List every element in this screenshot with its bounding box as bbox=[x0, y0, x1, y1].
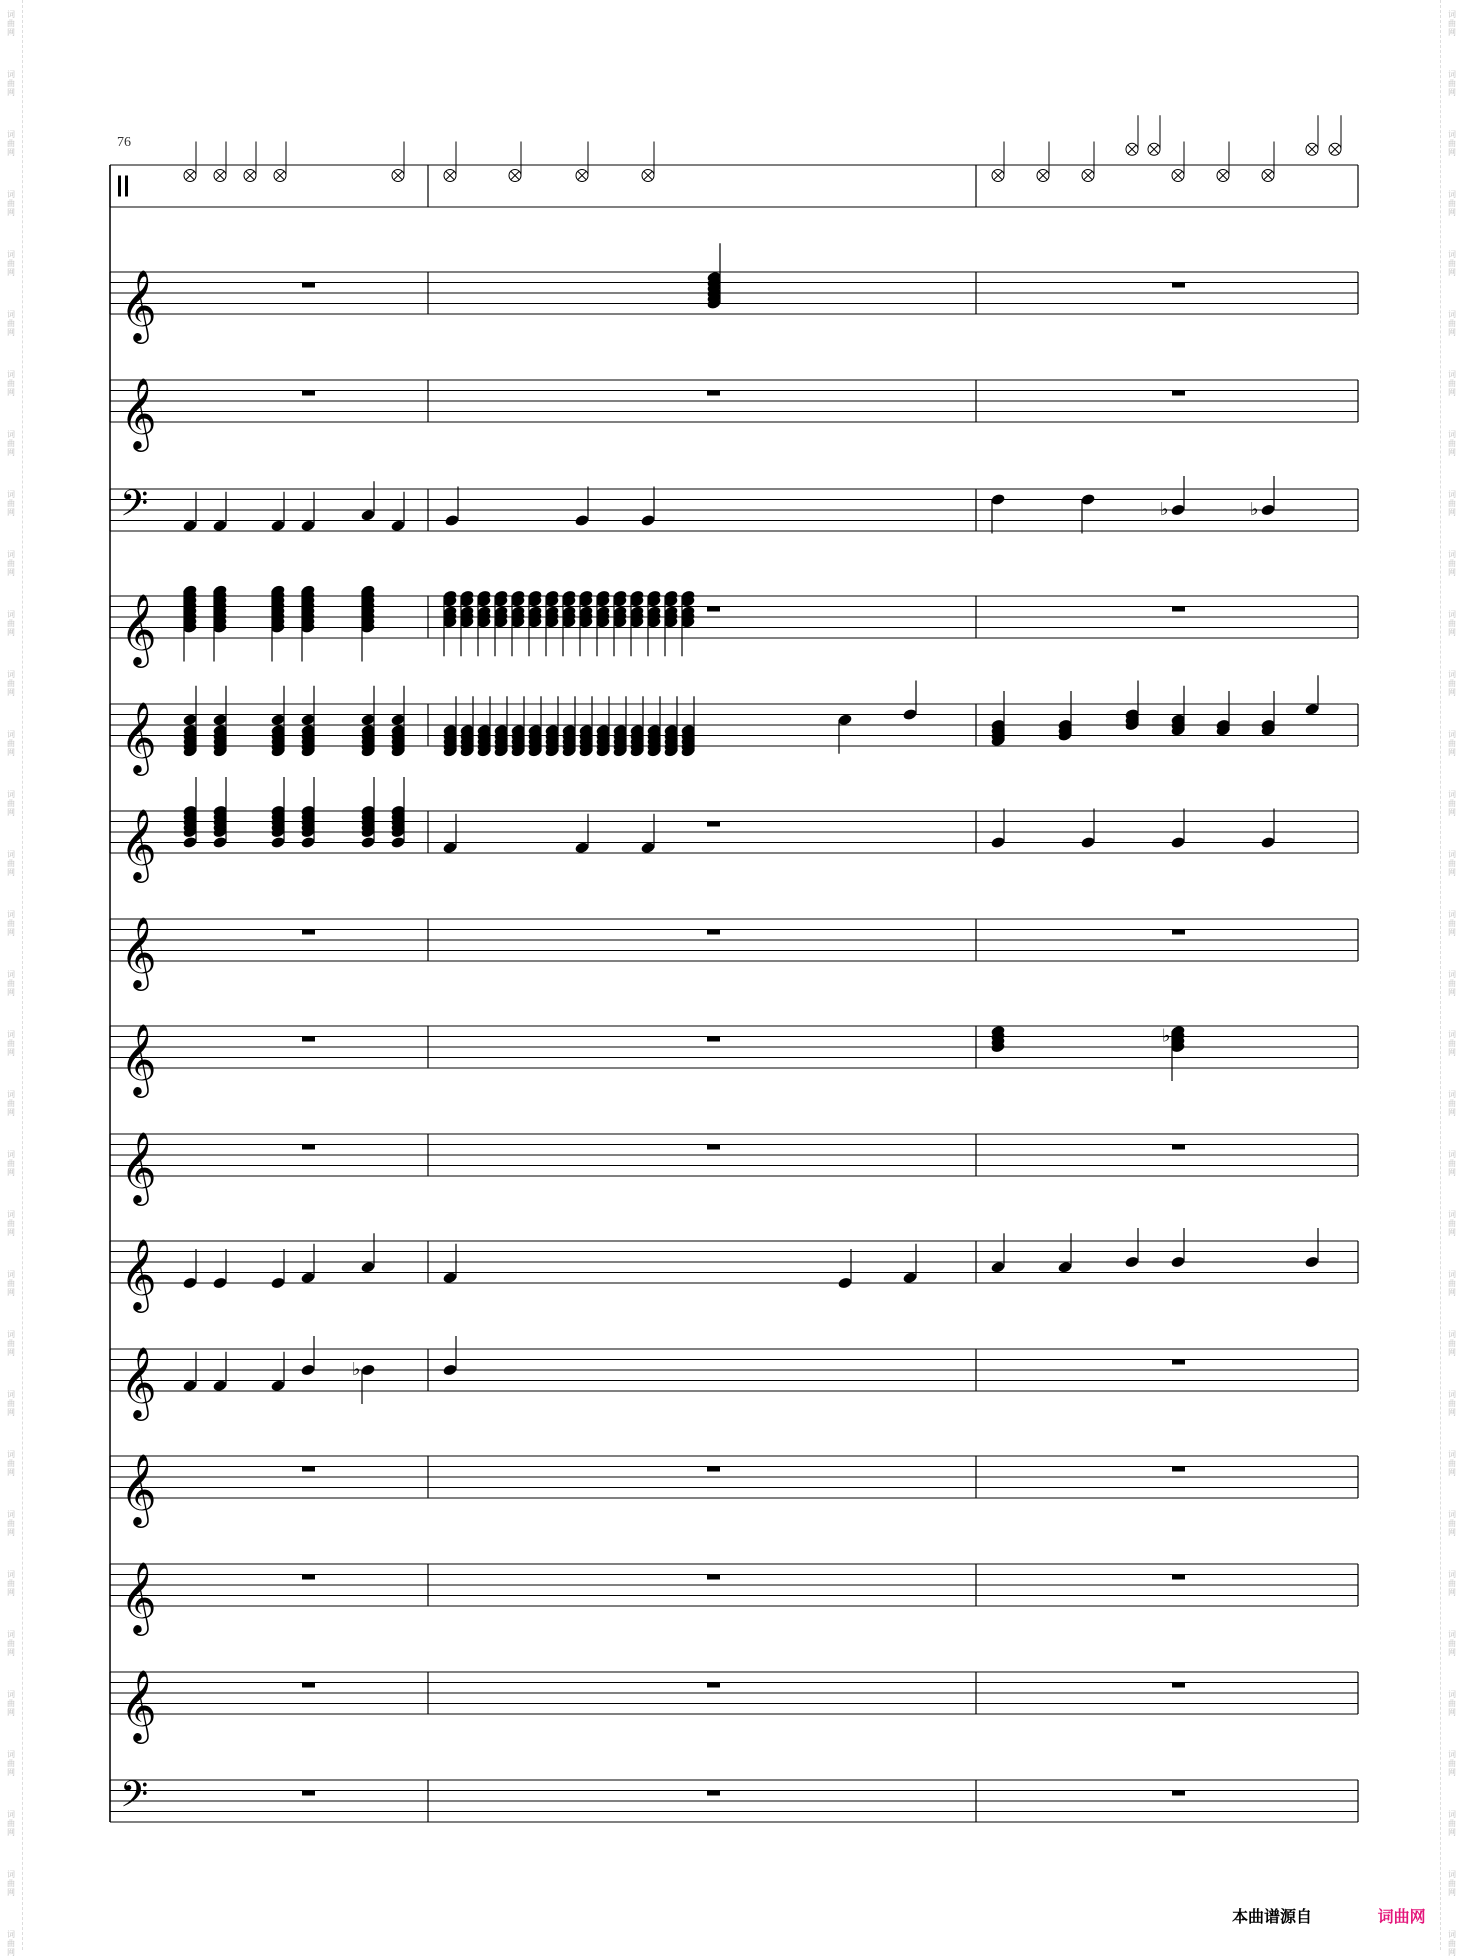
watermark-text: 词 曲 网 bbox=[1448, 70, 1456, 97]
whole-rest bbox=[302, 1467, 315, 1472]
note-head bbox=[182, 519, 197, 532]
page-footer bbox=[1232, 1904, 1426, 1927]
note-head bbox=[270, 519, 285, 532]
whole-rest bbox=[302, 391, 315, 396]
watermark-text: 词 曲 网 bbox=[1448, 250, 1456, 277]
chord-note-head bbox=[212, 713, 227, 726]
whole-rest bbox=[1172, 391, 1185, 396]
flat-sign: ♭ bbox=[1160, 499, 1169, 520]
measure-number: 76 bbox=[117, 135, 131, 150]
whole-rest bbox=[302, 930, 315, 935]
note-head bbox=[837, 1276, 852, 1289]
note-head bbox=[1260, 503, 1275, 516]
watermark-text: 词 曲 网 bbox=[1448, 1090, 1456, 1117]
watermark-text: 词 曲 网 bbox=[1448, 730, 1456, 757]
watermark-text: 词 曲 网 bbox=[1448, 1690, 1456, 1717]
watermark-text: 词 曲 网 bbox=[7, 1390, 15, 1417]
treble-clef: 𝄞 bbox=[120, 1560, 157, 1633]
chord-note-head bbox=[270, 713, 285, 726]
watermark-text: 词 曲 网 bbox=[7, 1210, 15, 1237]
note-head bbox=[1260, 836, 1275, 849]
watermark-text: 词 曲 网 bbox=[7, 70, 15, 97]
whole-rest bbox=[302, 1683, 315, 1688]
chord-note-head bbox=[360, 836, 375, 849]
whole-rest bbox=[1172, 1145, 1185, 1150]
note-head bbox=[442, 841, 457, 854]
whole-rest bbox=[1172, 1575, 1185, 1580]
watermark-text: 词 曲 网 bbox=[7, 10, 15, 37]
note-head bbox=[1170, 1255, 1185, 1268]
watermark-text: 词 曲 网 bbox=[7, 310, 15, 337]
whole-rest bbox=[302, 283, 315, 288]
note-head bbox=[902, 708, 917, 721]
watermark-text: 词 曲 网 bbox=[1448, 670, 1456, 697]
whole-rest bbox=[1172, 607, 1185, 612]
whole-rest bbox=[1172, 1683, 1185, 1688]
watermark-text: 词 曲 网 bbox=[7, 970, 15, 997]
note-head bbox=[360, 1261, 375, 1274]
watermark-text: 词 曲 网 bbox=[7, 1510, 15, 1537]
whole-rest bbox=[707, 1037, 720, 1042]
watermark-text: 词 曲 网 bbox=[7, 430, 15, 457]
treble-clef: 𝄞 bbox=[120, 1345, 157, 1418]
watermark-text: 词 曲 网 bbox=[1448, 130, 1456, 157]
watermark-text: 词 曲 网 bbox=[1448, 1270, 1456, 1297]
whole-rest bbox=[1172, 283, 1185, 288]
note-head bbox=[990, 493, 1005, 506]
note-head bbox=[212, 1276, 227, 1289]
watermark-text: 词 曲 网 bbox=[1448, 490, 1456, 517]
watermark-text: 词 曲 网 bbox=[1448, 1150, 1456, 1177]
note-head bbox=[300, 1271, 315, 1284]
note-head bbox=[1080, 836, 1095, 849]
note-head bbox=[640, 514, 655, 527]
whole-rest bbox=[1172, 1467, 1185, 1472]
watermark-text: 词 曲 网 bbox=[7, 1270, 15, 1297]
note-head bbox=[442, 1363, 457, 1376]
watermark-text: 词 曲 网 bbox=[7, 730, 15, 757]
watermark-text: 词 曲 网 bbox=[1448, 10, 1456, 37]
whole-rest bbox=[302, 1037, 315, 1042]
watermark-text: 词 曲 网 bbox=[7, 1450, 15, 1477]
treble-clef: 𝄞 bbox=[120, 1668, 157, 1741]
whole-rest bbox=[1172, 1360, 1185, 1365]
watermark-text: 词 曲 网 bbox=[1448, 790, 1456, 817]
whole-rest bbox=[707, 607, 720, 612]
percussion-clef bbox=[118, 176, 121, 197]
note-head bbox=[990, 1261, 1005, 1274]
watermark-text: 词 曲 网 bbox=[7, 250, 15, 277]
site-name[interactable]: 词曲网 bbox=[1377, 1907, 1426, 1926]
whole-rest bbox=[707, 930, 720, 935]
watermark-text: 词 曲 网 bbox=[1448, 550, 1456, 577]
whole-rest bbox=[302, 1575, 315, 1580]
watermark-text: 词 曲 网 bbox=[7, 1570, 15, 1597]
note-head bbox=[360, 509, 375, 522]
note-head bbox=[1304, 1255, 1319, 1268]
watermark-text: 词 曲 网 bbox=[7, 1810, 15, 1837]
flat-sign: ♭ bbox=[1162, 1025, 1171, 1047]
flat-sign: ♭ bbox=[352, 1359, 361, 1380]
note-head bbox=[574, 841, 589, 854]
whole-rest bbox=[707, 1791, 720, 1796]
treble-clef: 𝄞 bbox=[120, 700, 157, 773]
note-head bbox=[837, 713, 852, 726]
watermark-text: 词 曲 网 bbox=[7, 1750, 15, 1777]
watermark-text: 词 曲 网 bbox=[7, 1330, 15, 1357]
note-head bbox=[270, 1276, 285, 1289]
watermark-text: 词 曲 网 bbox=[1448, 310, 1456, 337]
chord-note-head bbox=[390, 836, 405, 849]
watermark-text: 词 曲 网 bbox=[1448, 1750, 1456, 1777]
chord-note-head bbox=[390, 713, 405, 726]
bass-clef: 𝄢 bbox=[120, 482, 149, 534]
note-head bbox=[212, 519, 227, 532]
note-head bbox=[442, 1271, 457, 1284]
watermark-text: 词 曲 网 bbox=[1448, 970, 1456, 997]
note-head bbox=[902, 1271, 917, 1284]
whole-rest bbox=[707, 1575, 720, 1580]
watermark-text: 词 曲 网 bbox=[7, 550, 15, 577]
flat-sign: ♭ bbox=[1250, 499, 1259, 520]
watermark-text: 词 曲 网 bbox=[1448, 1570, 1456, 1597]
watermark-text: 词 曲 网 bbox=[1448, 1390, 1456, 1417]
chord-note-head bbox=[182, 836, 197, 849]
chord-note-head bbox=[270, 836, 285, 849]
note-head bbox=[640, 841, 655, 854]
whole-rest bbox=[707, 1683, 720, 1688]
note-head bbox=[1080, 493, 1095, 506]
watermark-text: 词 曲 网 bbox=[7, 1690, 15, 1717]
treble-clef: 𝄞 bbox=[120, 1022, 157, 1095]
watermark-text: 词 曲 网 bbox=[1448, 190, 1456, 217]
note-head bbox=[444, 514, 459, 527]
watermark-text: 词 曲 网 bbox=[7, 790, 15, 817]
note-head bbox=[574, 514, 589, 527]
note-head bbox=[212, 1379, 227, 1392]
watermark-text: 词 曲 网 bbox=[1448, 610, 1456, 637]
watermark-text: 词 曲 网 bbox=[7, 490, 15, 517]
treble-clef: 𝄞 bbox=[120, 1452, 157, 1525]
watermark-text: 词 曲 网 bbox=[1448, 1870, 1456, 1897]
note-head bbox=[1170, 503, 1185, 516]
note-head bbox=[270, 1379, 285, 1392]
whole-rest bbox=[707, 391, 720, 396]
treble-clef: 𝄞 bbox=[120, 592, 157, 665]
watermark-text: 词 曲 网 bbox=[7, 850, 15, 877]
watermark-text: 词 曲 网 bbox=[1448, 1630, 1456, 1657]
watermark-text: 词 曲 网 bbox=[1448, 1510, 1456, 1537]
note-head bbox=[182, 1379, 197, 1392]
watermark-text: 词 曲 网 bbox=[1448, 1030, 1456, 1057]
watermark-text: 词 曲 网 bbox=[7, 610, 15, 637]
whole-rest bbox=[1172, 1791, 1185, 1796]
chord-note-head bbox=[360, 713, 375, 726]
watermark-text: 词 曲 网 bbox=[1448, 1810, 1456, 1837]
watermark-text: 词 曲 网 bbox=[7, 1090, 15, 1117]
watermark-text: 词 曲 网 bbox=[1448, 430, 1456, 457]
whole-rest bbox=[302, 1145, 315, 1150]
treble-clef: 𝄞 bbox=[120, 1130, 157, 1203]
note-head bbox=[1170, 836, 1185, 849]
treble-clef: 𝄞 bbox=[120, 268, 157, 341]
treble-clef: 𝄞 bbox=[120, 1237, 157, 1310]
treble-clef: 𝄞 bbox=[120, 807, 157, 880]
treble-clef: 𝄞 bbox=[120, 915, 157, 988]
chord-note-head bbox=[300, 836, 315, 849]
watermark-text: 词 曲 网 bbox=[7, 910, 15, 937]
watermark-text: 词 曲 网 bbox=[7, 1630, 15, 1657]
watermark-text: 词 曲 网 bbox=[7, 1150, 15, 1177]
bass-clef: 𝄢 bbox=[120, 1773, 149, 1825]
whole-rest bbox=[707, 1467, 720, 1472]
watermark-text: 词 曲 网 bbox=[7, 670, 15, 697]
watermark-text: 词 曲 网 bbox=[1448, 850, 1456, 877]
watermark-text: 词 曲 网 bbox=[7, 1030, 15, 1057]
note-head bbox=[360, 1363, 375, 1376]
watermark-text: 词 曲 网 bbox=[1448, 370, 1456, 397]
chord-note-head bbox=[182, 713, 197, 726]
watermark-text: 词 曲 网 bbox=[7, 1870, 15, 1897]
note-head bbox=[182, 1276, 197, 1289]
percussion-clef bbox=[125, 176, 128, 197]
watermark-text: 词 曲 网 bbox=[7, 370, 15, 397]
note-head bbox=[1304, 703, 1319, 716]
watermark-text: 词 曲 网 bbox=[7, 190, 15, 217]
watermark-text: 词 曲 网 bbox=[1448, 910, 1456, 937]
note-head bbox=[300, 519, 315, 532]
note-head bbox=[390, 519, 405, 532]
watermark-text: 词 曲 网 bbox=[7, 130, 15, 157]
note-head bbox=[300, 1363, 315, 1376]
note-head bbox=[1057, 1261, 1072, 1274]
note-head bbox=[1124, 1255, 1139, 1268]
note-head bbox=[990, 836, 1005, 849]
watermark-text: 词 曲 网 bbox=[7, 1930, 15, 1957]
watermark-text: 词 曲 网 bbox=[1448, 1930, 1456, 1957]
chord-note-head bbox=[212, 836, 227, 849]
watermark-text: 词 曲 网 bbox=[1448, 1210, 1456, 1237]
whole-rest bbox=[302, 1791, 315, 1796]
watermark-text: 词 曲 网 bbox=[1448, 1330, 1456, 1357]
whole-rest bbox=[1172, 930, 1185, 935]
whole-rest bbox=[707, 822, 720, 827]
source-label: 本曲谱源自 bbox=[1232, 1907, 1313, 1926]
whole-rest bbox=[707, 1145, 720, 1150]
treble-clef: 𝄞 bbox=[120, 376, 157, 449]
watermark-text: 词 曲 网 bbox=[1448, 1450, 1456, 1477]
chord-note-head bbox=[300, 713, 315, 726]
